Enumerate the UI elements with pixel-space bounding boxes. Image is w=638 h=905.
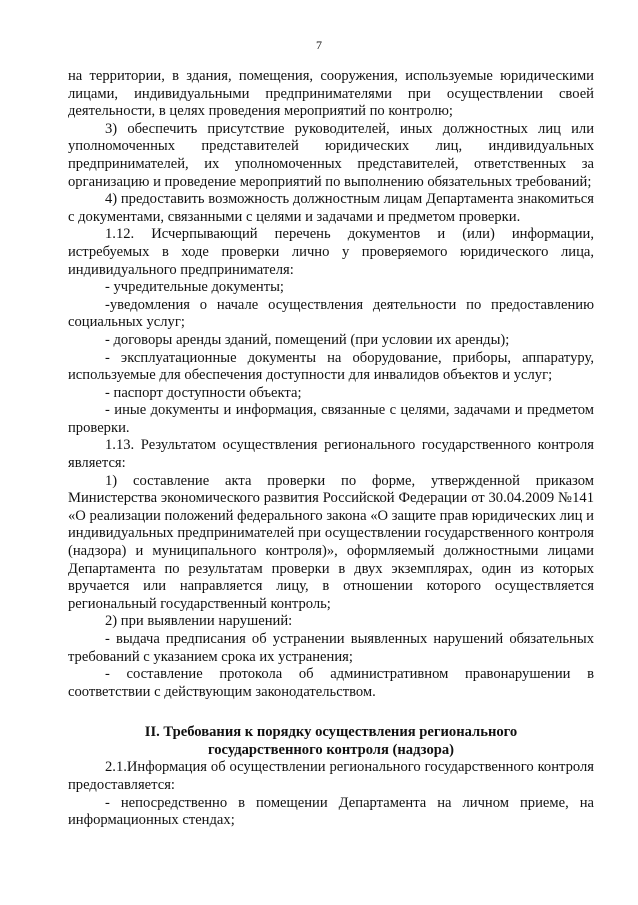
paragraph-result-2: 2) при выявлении нарушений: <box>105 613 293 630</box>
list-item: - выдача предписания об устранении выявленных нарушений обязательных требований с указанием срока их устранения; <box>68 631 594 665</box>
list-item: - эксплуатационные документы на оборудование, приборы, аппаратуру, используемые для обеспечения доступности для инвалидов объектов и услуг; <box>68 349 594 384</box>
list-item: -уведомления о начале осуществления деятельности по предоставлению социальных услуг; <box>68 296 594 331</box>
section-heading-line-2: государственного контроля (надзора) <box>207 742 455 759</box>
list-item: - учредительные документы; <box>105 279 284 296</box>
paragraph-2-1: 2.1.Информация об осуществлении регионального государственного контроля предоставляется: <box>68 759 594 793</box>
paragraph-item-3: 3) обеспечить присутствие руководителей, иных должностных лиц или уполномоченных представителей юридических лиц, индивидуальных предпринимателей, их уполномоченных представителей, ответственных за организацию и проведение мероприятий по выполнению обязательных требований; <box>68 120 594 190</box>
page-number: 7 <box>316 38 322 52</box>
paragraph-continuation: на территории, в здания, помещения, сооружения, используемые юридическими лицами, индивидуальными предпринимателями при осуществлении своей деятельности, в целях проведения мероприятий по контролю; <box>68 68 594 120</box>
list-item: - составление протокола об административном правонарушении в соответствии с действующим законодательством. <box>68 666 594 700</box>
paragraph-item-4: 4) предоставить возможность должностным лицам Департамента знакомиться с документами, связанными с целями и задачами и предметом проверки. <box>68 191 594 225</box>
list-item: - договоры аренды зданий, помещений (при условии их аренды); <box>105 331 510 348</box>
paragraph-1-13: 1.13. Результатом осуществления регионального государственного контроля является: <box>68 437 594 472</box>
list-item: - непосредственно в помещении Департамента на личном приеме, на информационных стендах; <box>68 794 594 829</box>
section-heading-line-1: II. Требования к порядку осуществления регионального <box>144 724 518 741</box>
list-item: - паспорт доступности объекта; <box>105 384 302 401</box>
paragraph-result-1: 1) составление акта проверки по форме, утвержденной приказом Министерства экономического развития Российской Федерации от 30.04.2009 №141 «О реализации положений федерального закона «О защите прав юридических лиц и индивидуальных предпринимателей при осуществлении государственного контроля (надзора) и муниципального контроля)», оформляемый должностными лицами Департамента по результатам проверки в двух экземплярах, один из которых вручается или направляется лицу, в отношении которого осуществляется региональный государственный контроль; <box>68 472 594 612</box>
section-heading <box>68 723 594 759</box>
paragraph-1-12: 1.12. Исчерпывающий перечень документов и (или) информации, истребуемых в ходе проверки лично у проверяемого юридического лица, индивидуального предпринимателя: <box>68 226 594 278</box>
document-body <box>68 68 594 830</box>
list-item: - иные документы и информация, связанные с целями, задачами и предметом проверки. <box>68 402 594 436</box>
